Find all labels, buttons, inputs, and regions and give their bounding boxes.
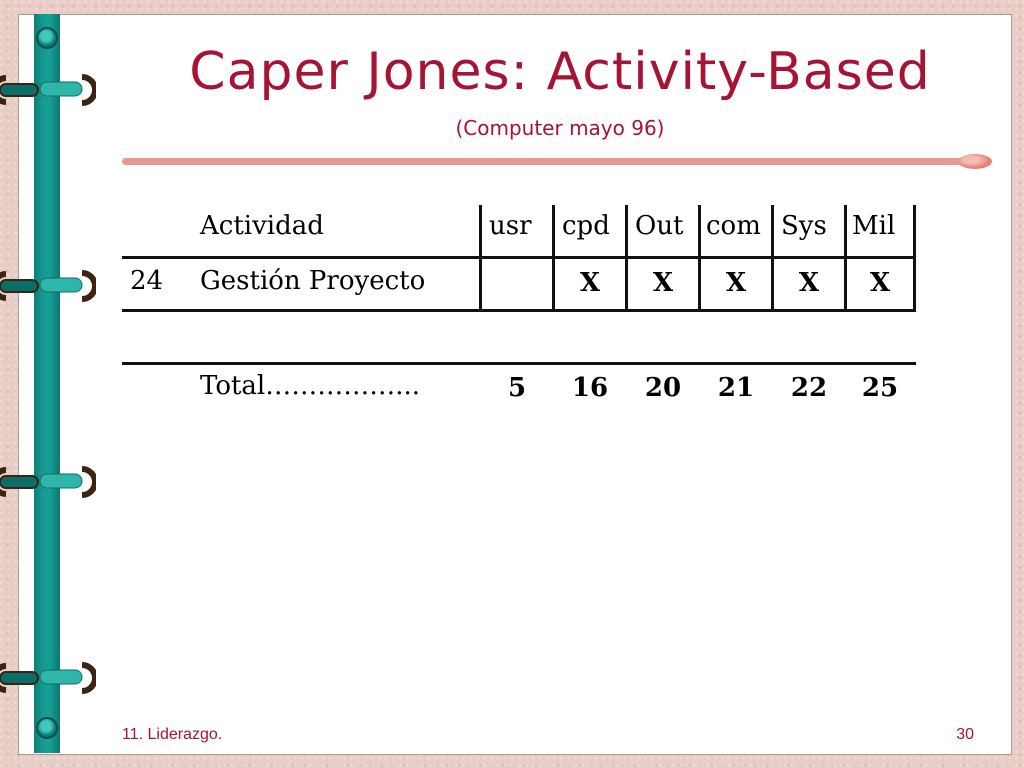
- row-mark-com: X: [725, 268, 747, 298]
- title-underline-end-icon: [958, 154, 992, 169]
- footer-section-label: 11. Liderazgo.: [122, 726, 223, 743]
- row-mark-mil: X: [869, 268, 891, 298]
- spine-rivet-top-icon: [36, 27, 58, 49]
- title-underline: [122, 158, 974, 165]
- total-label: Total……………...: [200, 371, 421, 401]
- row-activity: Gestión Proyecto: [200, 266, 426, 296]
- row-mark-cpd: X: [579, 268, 601, 298]
- column-divider: [479, 205, 482, 312]
- spine-rivet-bottom-icon: [36, 717, 58, 739]
- table-row-rule: [122, 309, 916, 312]
- total-out: 20: [644, 373, 682, 403]
- row-number: 24: [130, 266, 164, 296]
- slide-subtitle: (Computer mayo 96): [455, 116, 665, 140]
- header-usr: usr: [489, 211, 532, 241]
- table-header-rule: [122, 256, 916, 259]
- row-mark-sys: X: [798, 268, 820, 298]
- header-com: com: [706, 211, 761, 241]
- binder-ring-icon: [0, 70, 96, 110]
- total-sys: 22: [790, 373, 828, 403]
- column-divider: [913, 205, 916, 312]
- total-usr: 5: [507, 373, 527, 403]
- binder-ring-icon: [0, 462, 96, 502]
- slide-title: Caper Jones: Activity-Based: [189, 42, 931, 102]
- table-total-rule: [122, 362, 916, 365]
- header-cpd: cpd: [562, 211, 610, 241]
- binder-ring-icon: [0, 658, 96, 698]
- header-mil: Mil: [852, 211, 896, 241]
- notebook-spine: [34, 14, 60, 753]
- total-cpd: 16: [571, 373, 609, 403]
- total-com: 21: [717, 373, 755, 403]
- header-activity: Actividad: [200, 211, 324, 241]
- footer-page-number: 30: [956, 726, 974, 743]
- total-mil: 25: [861, 373, 899, 403]
- header-sys: Sys: [781, 211, 827, 241]
- header-out: Out: [635, 211, 684, 241]
- row-mark-out: X: [652, 268, 674, 298]
- binder-ring-icon: [0, 266, 96, 306]
